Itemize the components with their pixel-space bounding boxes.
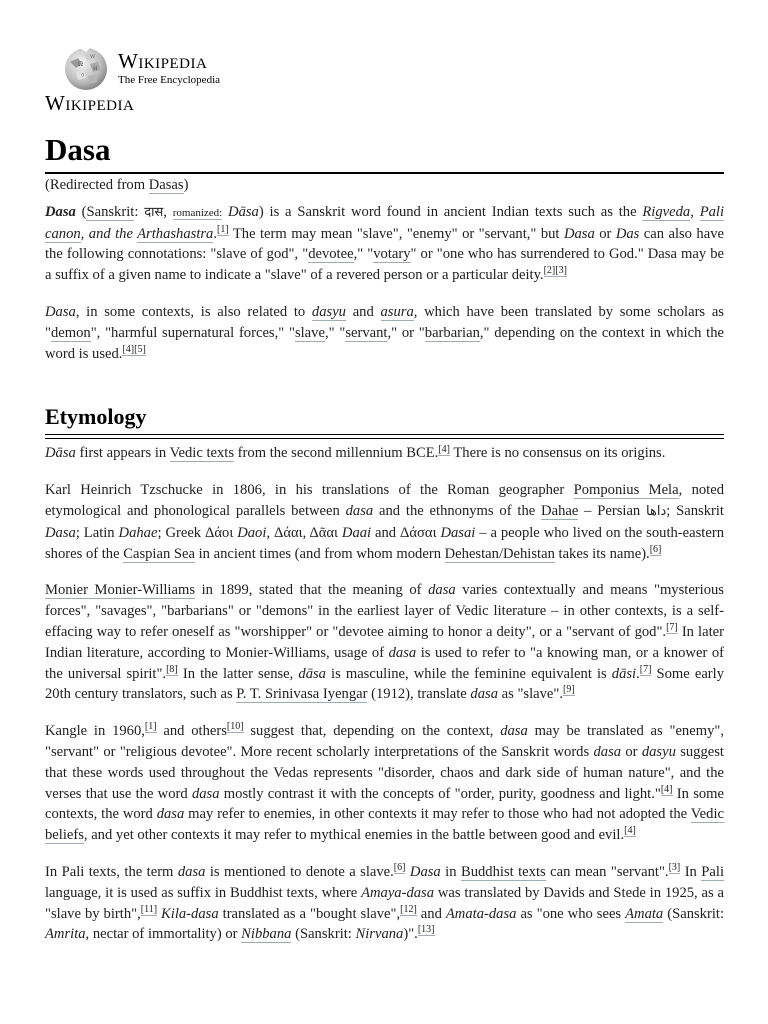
citation-4[interactable]: [4] bbox=[624, 825, 636, 837]
link-devotee[interactable]: devotee bbox=[308, 246, 354, 263]
link-srinivasa-iyengar[interactable]: P. T. Srinivasa Iyengar bbox=[236, 686, 368, 703]
link-barbarian[interactable]: barbarian bbox=[424, 324, 480, 341]
article-body bbox=[45, 175, 724, 961]
svg-text:И: И bbox=[93, 66, 98, 72]
link-rigveda[interactable]: Rigveda bbox=[642, 203, 691, 220]
link-pomponius-mela[interactable]: Pomponius Mela bbox=[573, 482, 679, 499]
logo-tagline: The Free Encyclopedia bbox=[118, 74, 221, 86]
link-pali[interactable]: Pali bbox=[701, 863, 724, 880]
intro-paragraph-1: Dasa (Sanskrit: दास, romanized: Dāsa) is a Sanskrit word found in ancient Indian texts such as the Rigveda, Pali canon, and the Arthashastra.[1] The term may mean "slave", "enemy" or "servant," but Dasa or Das can also have the following connotations: "slave of god", "devotee," "votary" or "one who has surrendered to God." Dasa may be a suffix of a given name to indicate a "slave" of a revered person or a particular deity.[2][3] bbox=[45, 203, 725, 284]
citation-8[interactable]: [8] bbox=[166, 663, 178, 675]
citation-3[interactable]: [3] bbox=[668, 862, 681, 874]
site-logo[interactable] bbox=[62, 44, 220, 94]
link-slave[interactable]: slave bbox=[294, 324, 325, 341]
header-wordmark[interactable]: Wikipedia bbox=[45, 91, 135, 115]
citation-7[interactable]: [7] bbox=[666, 622, 678, 634]
link-nibbana[interactable]: Nibbana bbox=[241, 926, 292, 943]
redirect-note: (Redirected from Dasas) bbox=[45, 177, 189, 193]
link-arthashastra[interactable]: Arthashastra bbox=[137, 225, 214, 242]
link-servant[interactable]: servant bbox=[345, 324, 388, 341]
link-monier-williams[interactable]: Monier Monier-Williams bbox=[45, 582, 196, 599]
citation-2[interactable]: [2] bbox=[543, 265, 556, 277]
citation-6[interactable]: [6] bbox=[393, 862, 406, 874]
link-asura[interactable]: asura bbox=[380, 303, 414, 320]
citation-6[interactable]: [6] bbox=[649, 543, 662, 555]
citation-4[interactable]: [4] bbox=[122, 343, 135, 355]
citation-12[interactable]: [12] bbox=[400, 903, 417, 915]
link-demon[interactable]: demon bbox=[50, 324, 91, 341]
section-heading-etymology: Etymology bbox=[45, 404, 724, 435]
link-romanized[interactable]: romanized: bbox=[172, 206, 223, 219]
link-caspian-sea[interactable]: Caspian Sea bbox=[123, 545, 195, 562]
page-title: Dasa bbox=[45, 128, 724, 174]
svg-text:Ω: Ω bbox=[78, 61, 83, 68]
redirect-link[interactable]: Dasas bbox=[148, 177, 184, 193]
etymology-paragraph-5: In Pali texts, the term dasa is mentioned to denote a slave.[6] Dasa in Buddhist texts can mean "servant".[3] In Pali language, it is used as suffix in Buddhist texts, where Amaya-dasa was translated by Davids and Stede in 1925, as a "slave by birth",[11] Kila-dasa translated as a "bought slave",[12] and Amata-dasa as "one who sees Amata (Sanskrit: Amrita, nectar of immortality) or Nibbana (Sanskrit: Nirvana)".[13] bbox=[45, 862, 724, 943]
wikipedia-globe-icon bbox=[62, 44, 110, 92]
link-dasyu[interactable]: dasyu bbox=[311, 303, 346, 320]
devanagari-text: दास bbox=[144, 204, 164, 220]
etymology-paragraph-4: Kangle in 1960,[1] and others[10] suggest that, depending on the context, dasa may be translated as "enemy", "servant" or "religious devotee". More recent scholarly interpretations of the Sanskrit words dasa or dasyu suggest that these words used throughout the Vedas represents "disorder, chaos and dark side of human nature", and the verses that use the word dasa mostly contrast it with the concepts of "order, purity, goodness and light."[4] In some contexts, the word dasa may refer to enemies, in other contexts it may refer to those who had not adopted the Vedic beliefs, and yet other contexts it may refer to mythical enemies in the battle between good and evil.[4] bbox=[45, 721, 725, 844]
svg-text:ウ: ウ bbox=[80, 73, 86, 79]
citation-3[interactable]: [3] bbox=[555, 265, 567, 277]
intro-paragraph-2: Dasa, in some contexts, is also related to dasyu and asura, which have been translated by some scholars as "demon", "harmful supernatural forces," "slave," "servant," or "barbarian," depending on the context in which the word is used.[4][5] bbox=[45, 303, 724, 362]
citation-13[interactable]: [13] bbox=[417, 924, 435, 936]
link-dehestan[interactable]: Dehestan/Dehistan bbox=[444, 545, 555, 562]
link-votary[interactable]: votary bbox=[373, 246, 411, 263]
etymology-paragraph-1: Dāsa first appears in Vedic texts from the second millennium BCE.[4] There is no consensus on its origins. bbox=[45, 443, 666, 462]
citation-7[interactable]: [7] bbox=[639, 663, 652, 675]
citation-1[interactable]: [1] bbox=[144, 721, 157, 733]
link-sanskrit[interactable]: Sanskrit bbox=[86, 203, 135, 220]
citation-4[interactable]: [4] bbox=[660, 783, 673, 795]
citation-1[interactable]: [1] bbox=[217, 223, 229, 235]
citation-11[interactable]: [11] bbox=[140, 903, 158, 915]
citation-10[interactable]: [10] bbox=[226, 721, 244, 733]
logo-wordmark-block bbox=[118, 50, 220, 86]
link-vedic-beliefs[interactable]: Vedic beliefs bbox=[45, 806, 724, 844]
link-dahae[interactable]: Dahae bbox=[541, 502, 579, 519]
link-buddhist-texts[interactable]: Buddhist texts bbox=[460, 863, 546, 880]
link-amata[interactable]: Amata bbox=[625, 905, 664, 922]
citation-4[interactable]: [4] bbox=[438, 443, 450, 455]
logo-wordmark: Wikipedia bbox=[118, 49, 208, 73]
citation-5[interactable]: [5] bbox=[134, 343, 146, 355]
citation-9[interactable]: [9] bbox=[563, 684, 575, 696]
svg-text:W: W bbox=[90, 54, 96, 60]
link-pali-canon[interactable]: Pali canon bbox=[45, 203, 725, 242]
etymology-paragraph-2: Karl Heinrich Tzschucke in 1806, in his translations of the Roman geographer Pomponius Mela, noted etymological and phonological parallels between dasa and the ethnonyms of the Dahae – Persian داها; Sanskrit Dasa; Latin Dahae; Greek Δάοι Daoi, Δάαι, Δᾶαι Daai and Δάσαι Dasai – a people who lived on the south-eastern shores of the Caspian Sea in ancient times (and from whom modern Dehestan/Dehistan takes its name).[6] bbox=[45, 482, 724, 562]
etymology-paragraph-3: Monier Monier-Williams in 1899, stated that the meaning of dasa varies contextually and means "mysterious forces", "savages", "barbarians" or "demons" in the earliest layer of Vedic literature – in other contexts, is a self-effacing way to refer oneself as "worshipper" or "devotee aiming to honor a deity", or a "servant of god".[7] In later Indian literature, according to Monier-Williams, usage of dasa is used to refer to "a knowing man, or a knower of the universal spirit".[8] In the latter sense, dāsa is masculine, while the feminine equivalent is dāsi.[7] Some early 20th century translators, such as P. T. Srinivasa Iyengar (1912), translate dasa as "slave".[9] bbox=[45, 582, 725, 703]
link-vedic-texts[interactable]: Vedic texts bbox=[169, 445, 235, 462]
persian-text: داها bbox=[646, 503, 667, 519]
